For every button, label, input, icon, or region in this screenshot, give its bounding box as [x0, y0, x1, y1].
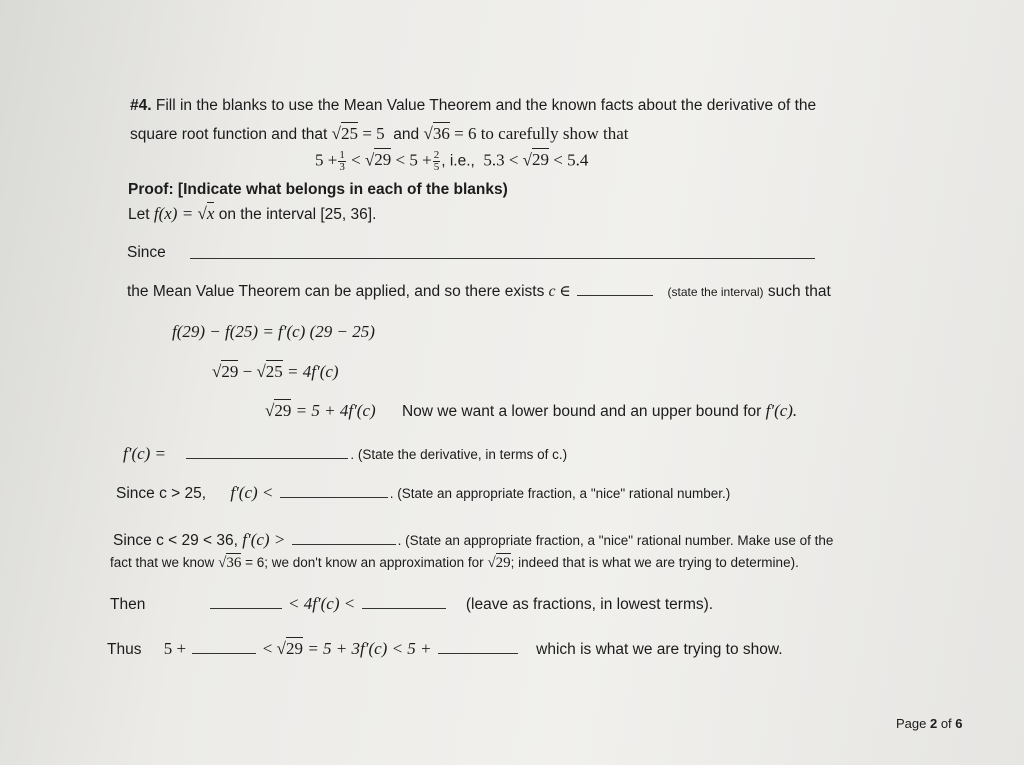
lower-fraction-blank[interactable] — [292, 543, 396, 545]
mvt-equation-3: √29 = 5 + 4f′(c) Now we want a lower bound and an upper bound for f′(c). — [265, 401, 798, 420]
fraction-two-fifths: $\frac{2}{5}$ — [433, 149, 440, 173]
derivative-blank[interactable] — [186, 457, 348, 459]
since-line: Since — [127, 244, 166, 261]
sqrt-29: √29 — [364, 150, 392, 170]
upper-fraction-blank[interactable] — [280, 496, 388, 498]
problem-line-2: square root function and that √25 = 5 and √36 = 6 to carefully show that — [130, 124, 629, 143]
fprime-line: f′(c) = . (State the derivative, in terms of c.) — [123, 444, 568, 463]
sqrt-29-b: √29 — [522, 150, 550, 170]
since-blank[interactable] — [190, 258, 815, 259]
mvt-line: the Mean Value Theorem can be applied, and so there exists c ∈ (state the interval) such that — [127, 283, 831, 300]
since-c-29-line: Since c < 29 < 36, f′(c) > . (State an appropriate fraction, a "nice" rational number. Make use of the — [113, 530, 834, 549]
thus-line: Thus 5 + < √29 = 5 + 3f′(c) < 5 + which is what we are trying to show. — [107, 639, 783, 658]
then-line: Then < 4f′(c) < (leave as fractions, in lowest terms). — [110, 594, 714, 613]
page-number: Page 2 of 6 — [896, 716, 963, 731]
thus-lower-blank[interactable] — [192, 652, 256, 654]
thus-upper-blank[interactable] — [438, 652, 518, 654]
mvt-equation-1: f(29) − f(25) = f′(c) (29 − 25) — [172, 322, 375, 341]
sqrt-36: √36 — [423, 124, 450, 143]
problem-line-1 — [130, 96, 816, 116]
problem-inequality: 5 + $\frac{1}{3}$ < √29 < 5 + $\frac{2}{5}$ , i.e., 5.3 < √29 < 5.4 — [315, 149, 589, 173]
problem-intro: Fill in the blanks to use the Mean Value Theorem and the known facts about the derivative of the — [155, 97, 817, 114]
problem-number: #4. — [130, 97, 152, 114]
sqrt-x: √x — [197, 204, 215, 223]
sqrt-25: √25 — [331, 124, 358, 143]
then-lower-blank[interactable] — [210, 607, 282, 609]
since-c-25-line: Since c > 25, f′(c) < . (State an appropriate fraction, a "nice" rational number.) — [116, 483, 731, 502]
fraction-one-third: $\frac{1}{3}$ — [339, 149, 345, 173]
let-line: Let f(x) = √x on the interval [25, 36]. — [128, 204, 377, 223]
since-c-29-continued: fact that we know √36 = 6; we don't know an approximation for √29; indeed that is what we are trying to determine). — [110, 555, 799, 571]
proof-heading: Proof: [Indicate what belongs in each of the blanks) — [128, 181, 508, 198]
then-upper-blank[interactable] — [362, 607, 446, 609]
mvt-equation-2: √29 − √25 = 4f′(c) — [212, 362, 339, 381]
interval-blank[interactable] — [577, 294, 653, 296]
